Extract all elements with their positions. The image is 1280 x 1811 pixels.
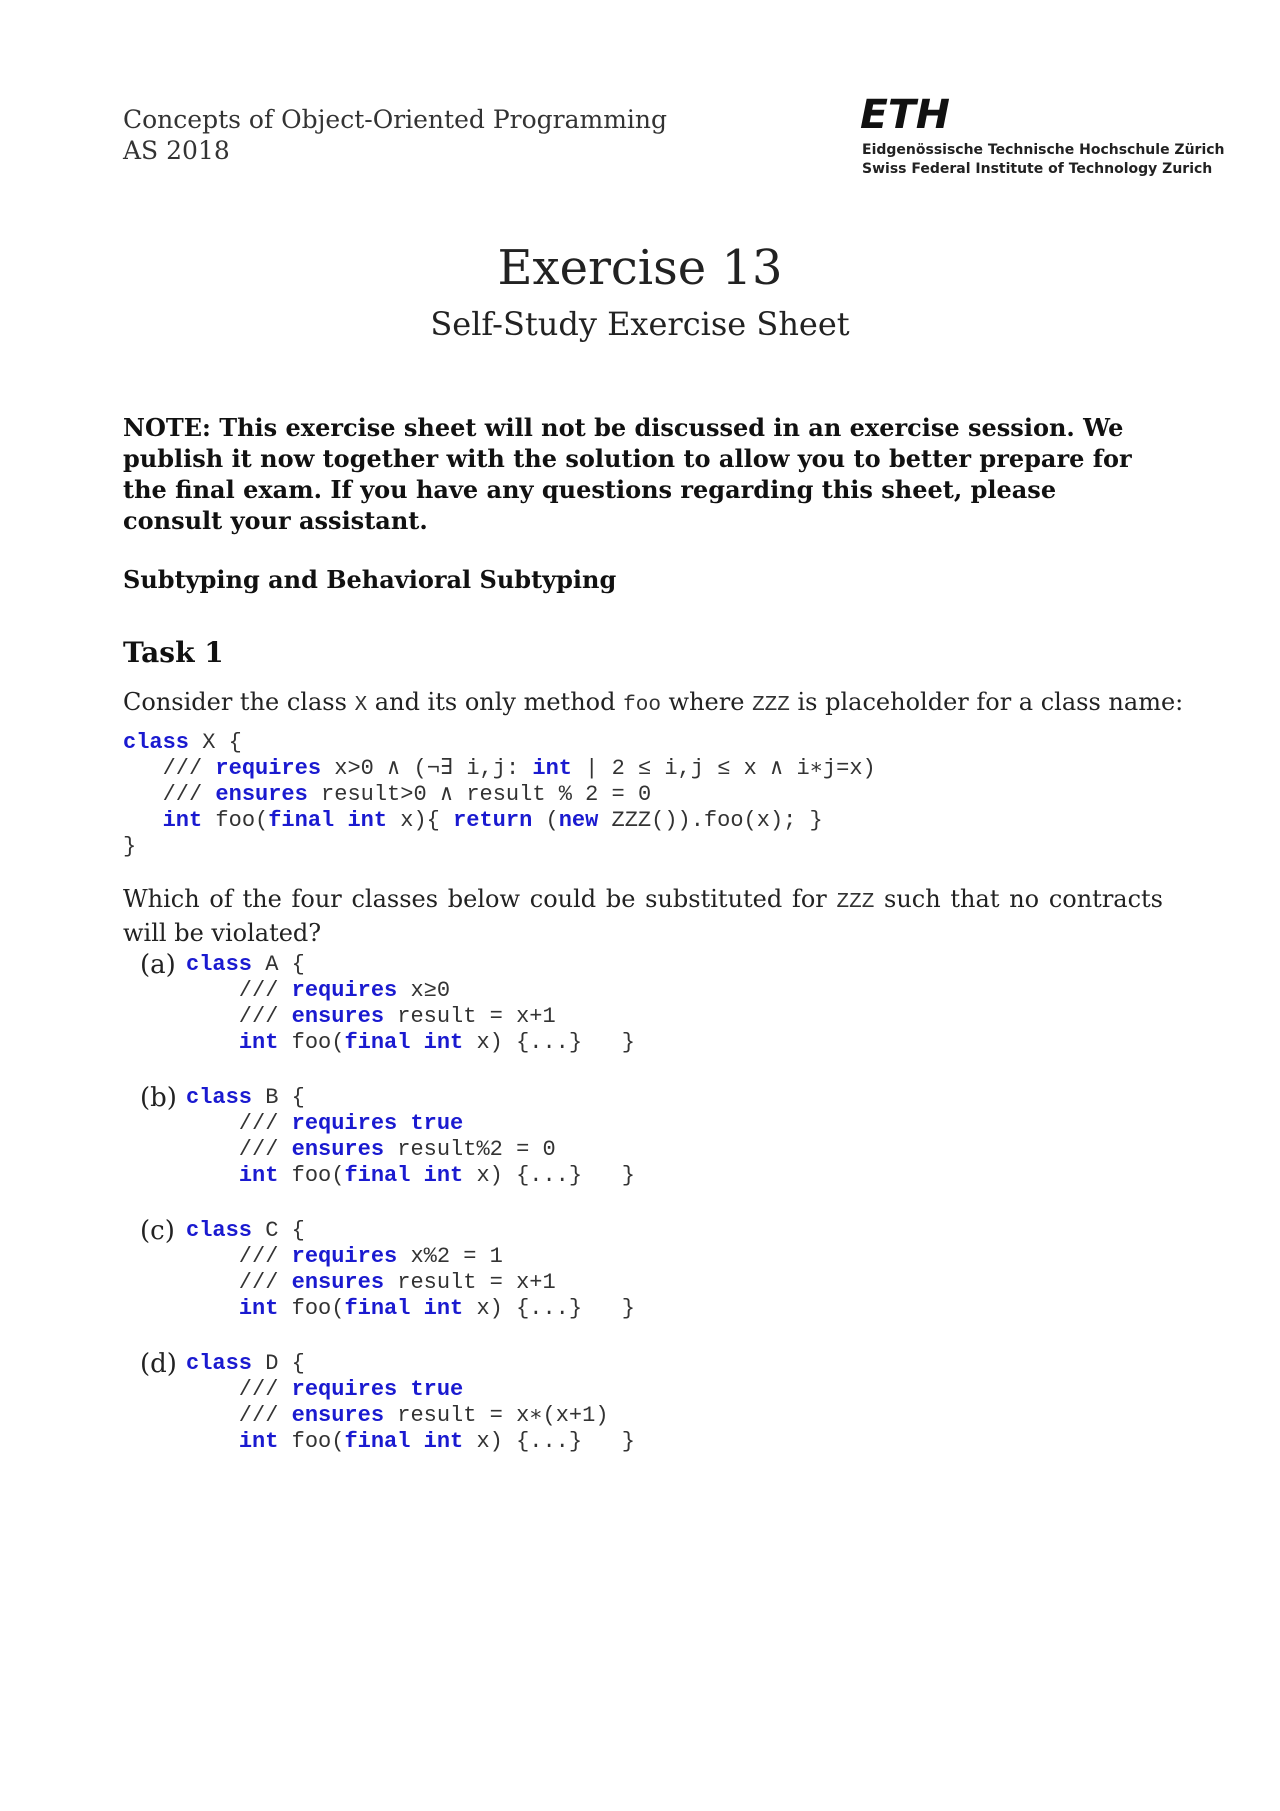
intro-text: is placeholder for a class name: [789,688,1184,716]
task-heading: Task 1 [123,636,224,669]
code-text: x≥0 [397,978,451,1003]
code-keyword: int [162,808,203,833]
note-paragraph: NOTE: This exercise sheet will not be discussed in an exercise session. We publish it now together with the solution to allow you to better prepare for the final exam. If you have any questions regarding this sheet, please consult your assistant. [123,413,1132,535]
code-text: | 2 ≤ i,j ≤ x ∧ i∗j=x) [571,756,876,781]
intro-text: Consider the class [123,688,355,716]
code-keyword: final [344,1163,411,1188]
code-text: x%2 = 1 [397,1244,503,1269]
code-text: } [123,834,137,859]
code-line [123,808,876,834]
code-text [397,1111,410,1136]
code-keyword: class [186,1085,253,1110]
code-keyword: int [423,1429,464,1454]
code-line [186,1296,635,1322]
code-line [186,1218,635,1244]
code-keyword: new [558,808,599,833]
code-text: /// [186,1004,292,1029]
code-text [410,1296,423,1321]
option-b-label: (b) [140,1083,177,1113]
code-line [186,1429,635,1455]
code-text: result = x+1 [384,1004,556,1029]
code-keyword: ensures [291,1004,385,1029]
code-keyword: final [344,1030,411,1055]
code-text: x) {...} } [463,1030,635,1055]
course-header [123,104,667,166]
code-keyword: true [410,1111,464,1136]
task-intro [123,687,1184,721]
code-keyword: requires [291,1111,398,1136]
code-text: /// [123,782,216,807]
code-text: /// [186,1270,292,1295]
code-line [186,1004,635,1030]
code-text: result = x∗(x+1) [384,1403,609,1428]
code-line [186,1244,635,1270]
option-a-label: (a) [140,950,176,980]
code-text: result>0 ∧ result % 2 = 0 [307,782,652,807]
code-text: x) {...} } [463,1163,635,1188]
institution-name [862,141,1225,179]
code-text: /// [186,1244,292,1269]
code-keyword: int [532,756,572,781]
code-keyword: requires [291,978,398,1003]
code-text: ZZZ()).foo(x); } [598,808,823,833]
code-text: ( [532,808,559,833]
code-keyword: int [238,1296,279,1321]
option-d-code [186,1351,635,1455]
code-text: foo( [202,808,269,833]
option-d-label: (d) [140,1349,177,1379]
course-title: Concepts of Object-Oriented Programming [123,105,668,134]
code-text: A { [252,952,305,977]
code-line [123,834,876,860]
code-text [334,808,347,833]
code-text [186,1163,239,1188]
code-text: result = x+1 [384,1270,556,1295]
code-keyword: int [347,808,388,833]
code-text [397,1377,410,1402]
page-subtitle: Self-Study Exercise Sheet [430,305,850,343]
code-keyword: int [238,1429,279,1454]
code-line [186,1351,635,1377]
code-text: D { [252,1351,305,1376]
code-text [123,808,163,833]
page-title: Exercise 13 [497,240,783,296]
intro-code-placeholder: ZZZ [752,694,790,717]
code-keyword: ensures [291,1270,385,1295]
code-keyword: class [186,952,253,977]
option-c-code [186,1218,635,1322]
code-text: B { [252,1085,305,1110]
code-keyword: final [344,1429,411,1454]
code-line [123,756,876,782]
code-line [186,1403,635,1429]
institution-name-en: Swiss Federal Institute of Technology Zurich [862,161,1213,177]
code-keyword: class [186,1218,253,1243]
code-text [186,1296,239,1321]
intro-text: where [660,688,753,716]
code-text: foo( [278,1429,345,1454]
code-block-class-x [123,730,876,860]
code-text: result%2 = 0 [384,1137,556,1162]
code-keyword: class [123,730,190,755]
code-keyword: final [344,1296,411,1321]
code-text: /// [186,1377,292,1402]
eth-logo [860,94,952,134]
code-line [186,1085,635,1111]
institution-name-de: Eidgenössische Technische Hochschule Zürich [862,142,1225,158]
option-a-code [186,952,635,1056]
code-text: x) {...} } [463,1296,635,1321]
question-text: Which of the four classes below could be substituted for [123,885,837,913]
intro-code-class: X [354,694,368,717]
code-text: foo( [278,1163,345,1188]
code-keyword: int [238,1030,279,1055]
code-text: X { [189,730,242,755]
code-line [186,1030,635,1056]
task-question [123,884,1163,949]
code-line [186,978,635,1004]
code-line [123,782,876,808]
code-line [186,1137,635,1163]
code-line [186,1111,635,1137]
code-text: C { [252,1218,305,1243]
code-text: /// [186,1137,292,1162]
code-keyword: final [268,808,335,833]
code-keyword: requires [291,1377,398,1402]
intro-text: and its only method [367,688,624,716]
code-text: /// [123,756,216,781]
question-text: such that no contracts will be violated? [123,885,1163,947]
code-keyword: ensures [215,782,308,807]
code-line [186,952,635,978]
code-keyword: ensures [291,1403,385,1428]
code-keyword: int [423,1163,464,1188]
code-text [186,1030,239,1055]
code-text: /// [186,978,292,1003]
eth-logo-text: ETH [860,94,950,134]
code-text [410,1429,423,1454]
code-text: foo( [278,1030,345,1055]
course-term: AS 2018 [123,136,230,165]
code-text: x) {...} } [463,1429,635,1454]
code-keyword: int [423,1030,464,1055]
code-line [186,1377,635,1403]
code-text: /// [186,1403,292,1428]
code-line [186,1270,635,1296]
code-text: x){ [387,808,454,833]
code-text: /// [186,1111,292,1136]
code-keyword: true [410,1377,464,1402]
code-keyword: return [453,808,533,833]
code-keyword: class [186,1351,253,1376]
code-text [410,1030,423,1055]
code-text [410,1163,423,1188]
code-keyword: int [238,1163,279,1188]
option-b-code [186,1085,635,1189]
section-heading: Subtyping and Behavioral Subtyping [123,565,617,594]
code-keyword: ensures [291,1137,385,1162]
code-keyword: requires [215,756,322,781]
code-keyword: int [423,1296,464,1321]
code-keyword: requires [291,1244,398,1269]
intro-code-method: foo [623,694,661,717]
code-line [186,1163,635,1189]
code-line [123,730,876,756]
option-c-label: (c) [140,1216,175,1246]
question-code-placeholder: ZZZ [836,891,875,914]
code-text: x>0 ∧ (¬∃ i,j: [321,756,533,781]
code-text: foo( [278,1296,345,1321]
code-text [186,1429,239,1454]
